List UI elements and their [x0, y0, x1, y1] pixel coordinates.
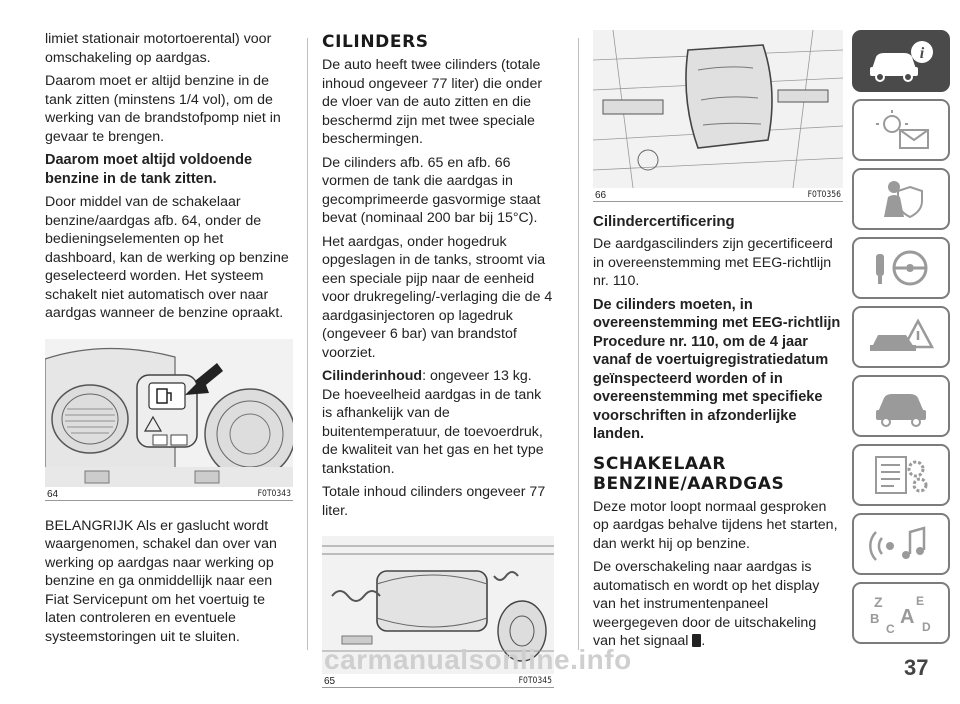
- figure-code: F0T0343: [257, 488, 291, 499]
- figure-number: 66: [595, 190, 607, 201]
- index-letter: Z: [874, 594, 883, 610]
- tab-index[interactable]: [852, 582, 950, 644]
- index-letter: C: [886, 622, 895, 635]
- multimedia-icon: [866, 522, 936, 566]
- column-3: [593, 30, 843, 656]
- figure-number: 65: [324, 676, 336, 687]
- paragraph-switch: Door middel van de schakelaar benzine/aardgas afb. 64, onder de bedieningselementen op het dashboard, kan de werking op benzine geselecteerd worden. Het systeem schakelt niet automatisch over naar aardgas wanneer de benzine opraakt.: [45, 194, 289, 321]
- paragraph-inspection: De cilinders moeten, in overeenstemming met EEG-richtlijn Procedure nr. 110, om de 4 jaar vanaf de voertuigregistratiedatum geïnspecteerd worden of in overeenstemming met specifieke voorschriften in afzonderlijke landen.: [593, 296, 841, 442]
- warning-petrol-required: Daarom moet altijd voldoende benzine in de tank zitten.: [45, 152, 253, 187]
- figure-66: [593, 30, 843, 202]
- paragraph-important-gas-smell: BELANGRIJK Als er gaslucht wordt waargenomen, schakel dan over van werking op aardgas naar werking op benzine en ga onmiddellijk naar een Fiat Servicepunt om het voertuig te laten controleren en eventuele systeemstoringen uit te sluiten.: [45, 517, 277, 645]
- figure-number: 64: [47, 488, 59, 500]
- dashboard-switch-illustration: [45, 339, 293, 487]
- warning-lights-icon: [866, 108, 936, 152]
- paragraph-certification: De aardgascilinders zijn gecertificeerd in overeenstemming met EEG-richtlijn nr. 110.: [593, 236, 833, 289]
- figure-code: F0T0356: [807, 190, 841, 200]
- index-letter: B: [870, 611, 880, 626]
- column-1: [45, 30, 293, 651]
- safety-icon: [866, 177, 936, 221]
- figure-64-caption: [45, 489, 293, 500]
- tab-multimedia[interactable]: [852, 513, 950, 575]
- column-2: [322, 30, 554, 704]
- figure-code: F0T0345: [518, 676, 552, 686]
- page-number: 37: [904, 655, 929, 680]
- capacity-label: Cilinderinhoud: [322, 368, 423, 384]
- index-letter: D: [922, 620, 931, 634]
- paragraph-cylinder-capacity: [322, 367, 554, 386]
- steering-icon: [866, 246, 936, 290]
- tab-car-info[interactable]: [852, 30, 950, 92]
- heading-cylinder-certification: Cilindercertificering: [593, 213, 735, 230]
- index-icon: [866, 591, 936, 635]
- svg-text:i: i: [919, 45, 925, 62]
- paragraph-total-capacity: Totale inhoud cilinders ongeveer 77 liter.: [322, 484, 546, 519]
- tab-starting-driving[interactable]: [852, 237, 950, 299]
- paragraph-idle-limit: limiet stationair motortoerental) voor omschakeling op aardgas.: [45, 31, 272, 66]
- paragraph-tank-pressure: De cilinders afb. 65 en afb. 66 vormen de tank die aardgas in gecomprimeerde gasvormige staat bevat (nominaal 200 bar bij 15°C).: [322, 154, 541, 226]
- tab-safety[interactable]: [852, 168, 950, 230]
- paragraph-gas-flow: Het aardgas, onder hogedruk opgeslagen in de tanks, stroomt via een speciale pijp naar de eenheid voor drukregeling/-verlaging die de 4 aardgasinjectoren op lagedruk (ongeveer 6 bar) van brandstof voorziet.: [322, 233, 553, 361]
- watermark: carmanualsonline.info: [324, 644, 632, 675]
- switch-text: De overschakeling naar aardgas is automatisch en wordt op het display van het instrumentenpaneel weergegeven door de uitschakeling van het signaal: [593, 559, 820, 649]
- paragraph-automatic-switch: [593, 558, 843, 651]
- paragraph-two-cylinders: De auto heeft twee cilinders (totale inhoud ongeveer 77 liter) die onder de vloer van de auto zitten en die beschermd zijn met twee speciale beschermingen.: [322, 57, 543, 147]
- tab-emergency[interactable]: [852, 306, 950, 368]
- specifications-icon: [866, 453, 936, 497]
- figure-66-caption: [593, 190, 843, 201]
- sentence-end: .: [701, 633, 706, 649]
- paragraph-normal-operation: Deze motor loopt normaal gesproken op aardgas behalve tijdens het starten, dan werkt hij op benzine.: [593, 498, 838, 552]
- heading-cylinders: CILINDERS: [322, 32, 429, 52]
- tab-specifications[interactable]: [852, 444, 950, 506]
- tab-warning-lights[interactable]: [852, 99, 950, 161]
- capacity-value: : ongeveer 13 kg.: [422, 368, 532, 384]
- maintenance-icon: [866, 384, 936, 428]
- car-info-icon: [866, 39, 936, 83]
- chapter-tabs: [852, 30, 950, 651]
- paragraph-gas-quantity: De hoeveelheid aardgas in de tank is afhankelijk van de buitentemperatuur, de toevoerdruk, de kwaliteit van het gas en het type tankstation.: [322, 386, 544, 477]
- paragraph-petrol-tank: Daarom moet er altijd benzine in de tank zitten (minstens 1/4 vol), om de werking van de brandstofpomp niet in gevaar te brengen.: [45, 73, 281, 145]
- figure-64: [45, 339, 293, 501]
- tab-maintenance[interactable]: [852, 375, 950, 437]
- column-divider-2: [578, 38, 579, 650]
- index-letter: E: [916, 594, 925, 608]
- cylinder-protection-illustration: [593, 30, 843, 188]
- emergency-icon: [866, 315, 936, 359]
- column-divider-1: [307, 38, 308, 650]
- index-letter: A: [900, 606, 915, 628]
- heading-petrol-gas-switch: SCHAKELAAR BENZINE/AARDGAS: [593, 453, 785, 494]
